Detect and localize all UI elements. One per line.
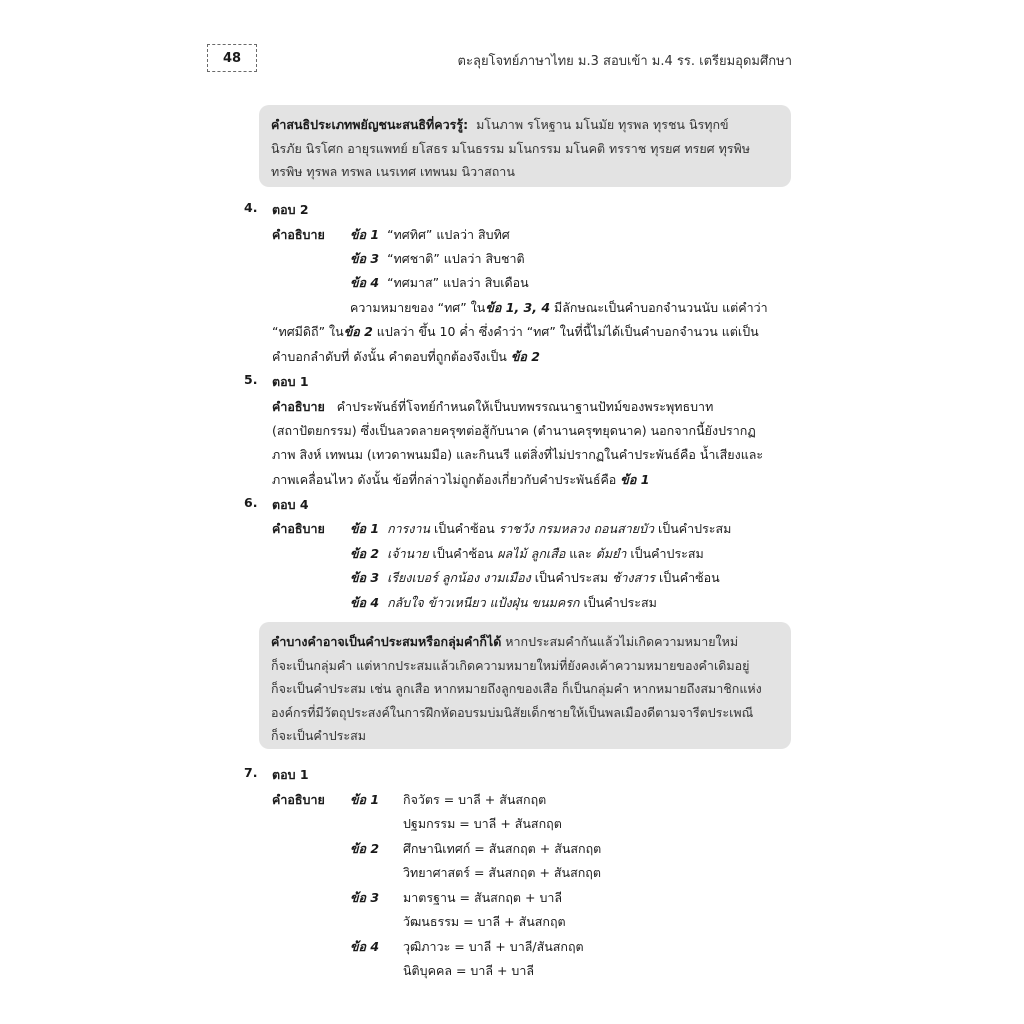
etymology-line: วุฒิภาวะ = บาลี + บาลี/สันสกฤต bbox=[403, 939, 584, 954]
explain-row: ข้อ 3 “ทศชาติ” แปลว่า สิบชาติ bbox=[350, 251, 525, 266]
explain-row: ข้อ 4 “ทศมาส” แปลว่า สิบเดือน bbox=[350, 275, 529, 290]
explain-paragraph-line: ภาพเคลื่อนไหว ดังนั้น ข้อที่กล่าวไม่ถูกต้องเกี่ยวกับคำประพันธ์คือ ข้อ 1 bbox=[272, 472, 650, 487]
note-box-line-3: ก็จะเป็นคำประสม เช่น ลูกเสือ หากหมายถึงลูกของเสือ ก็เป็นกลุ่มคำ หากหมายถึงสมาชิกแห่ง bbox=[271, 681, 762, 696]
note-box-line-5: ก็จะเป็นคำประสม bbox=[271, 728, 366, 743]
explain-row: ข้อ 1 “ทศทิศ” แปลว่า สิบทิศ bbox=[350, 227, 510, 242]
explain-label: คำอธิบาย bbox=[272, 227, 325, 242]
explain-row: ข้อ 2 เจ้านาย เป็นคำซ้อน ผลไม้ ลูกเสือ และ ต้มยำ เป็นคำประสม bbox=[350, 546, 704, 561]
note-box-line-4: องค์กรที่มีวัตถุประสงค์ในการฝึกหัดอบรมบ่มนิสัยเด็กชายให้เป็นพลเมืองดีตามจารีตประเพณี bbox=[271, 704, 754, 720]
etymology-line: วิทยาศาสตร์ = สันสกฤต + สันสกฤต bbox=[403, 865, 601, 880]
etymology-line: นิติบุคคล = บาลี + บาลี bbox=[403, 963, 535, 978]
etymology-line: มาตรฐาน = สันสกฤต + บาลี bbox=[403, 890, 563, 905]
explain-paragraph-line: คำอธิบาย คำประพันธ์ที่โจทย์กำหนดให้เป็นบทพรรณนาฐานปัทม์ของพระพุทธบาท bbox=[272, 399, 714, 414]
question-number: 7. bbox=[244, 765, 258, 780]
note-box-compound bbox=[259, 622, 791, 749]
note-box-line-2: ก็จะเป็นกลุ่มคำ แต่หากประสมแล้วเกิดความหมายใหม่ที่ยังคงเค้าความหมายของคำเดิมอยู่ bbox=[271, 657, 750, 673]
option-label: ข้อ 3 bbox=[350, 890, 380, 905]
explain-paragraph-line: ความหมายของ “ทศ” ในข้อ 1, 3, 4 มีลักษณะเป็นคำบอกจำนวนนับ แต่คำว่า bbox=[350, 300, 768, 315]
explain-paragraph-line: คำบอกลำดับที่ ดังนั้น คำตอบที่ถูกต้องจึงเป็น ข้อ 2 bbox=[272, 349, 540, 364]
note-box-line-2: นิรภัย นิรโศก อายุรแพทย์ ยโสธร มโนธรรม มโนกรรม มโนคติ ทรราช ทุรยศ ทรยศ ทุรพิษ bbox=[271, 140, 751, 156]
explain-paragraph-line: “ทศมีดิถี” ในข้อ 2 แปลว่า ขึ้น 10 ค่ำ ซึ่งคำว่า “ทศ” ในที่นี้ไม่ได้เป็นคำบอกจำนวน แต่เป็น bbox=[272, 324, 759, 339]
note-box-text: หากประสมคำกันแล้วไม่เกิดความหมายใหม่ bbox=[501, 634, 739, 649]
note-box-title: คำสนธิประเภทพยัญชนะสนธิที่ควรรู้: bbox=[271, 117, 469, 132]
note-box-line-1 bbox=[271, 113, 779, 137]
etymology-line: ศึกษานิเทศก์ = สันสกฤต + สันสกฤต bbox=[403, 841, 602, 856]
note-box-line-1 bbox=[271, 630, 779, 654]
explain-paragraph-line: (สถาปัตยกรรม) ซึ่งเป็นลวดลายครุฑต่อสู้กับนาค (ตำนานครุฑยุดนาค) นอกจากนี้ยังปรากฏ bbox=[272, 423, 756, 438]
answer-label: ตอบ 1 bbox=[272, 374, 309, 389]
explain-label: คำอธิบาย bbox=[272, 521, 325, 536]
etymology-line: กิจวัตร = บาลี + สันสกฤต bbox=[403, 792, 547, 807]
etymology-line: ปฐมกรรม = บาลี + สันสกฤต bbox=[403, 816, 562, 831]
explain-paragraph-line: ภาพ สิงห์ เทพนม (เทวดาพนมมือ) และกินนรี แต่สิ่งที่ไม่ปรากฏในคำประพันธ์คือ น้ำเสียงและ bbox=[272, 447, 764, 462]
answer-label: ตอบ 2 bbox=[272, 202, 309, 217]
option-label: ข้อ 4 bbox=[350, 939, 380, 954]
explain-label: คำอธิบาย bbox=[272, 792, 325, 807]
option-label: ข้อ 1 bbox=[350, 792, 380, 807]
answer-label: ตอบ 4 bbox=[272, 497, 309, 512]
note-box-text: มโนภาพ รโหฐาน มโนมัย ทุรพล ทุรชน นิรทุกข์ bbox=[476, 117, 729, 132]
running-head: ตะลุยโจทย์ภาษาไทย ม.3 สอบเข้า ม.4 รร. เตรียมอุดมศึกษา bbox=[457, 54, 792, 69]
note-box-title: คำบางคำอาจเป็นคำประสมหรือกลุ่มคำก็ได้ bbox=[271, 634, 502, 649]
explain-row: ข้อ 3 เรียงเบอร์ ลูกน้อง งามเมือง เป็นคำประสม ช้างสาร เป็นคำซ้อน bbox=[350, 570, 720, 585]
answer-label: ตอบ 1 bbox=[272, 767, 309, 782]
explain-row: ข้อ 4 กลับใจ ข้าวเหนียว แป้งฝุ่น ขนมครก เป็นคำประสม bbox=[350, 595, 657, 610]
etymology-line: วัฒนธรรม = บาลี + สันสกฤต bbox=[403, 914, 566, 929]
page-number: 48 bbox=[207, 44, 257, 72]
question-number: 5. bbox=[244, 372, 258, 387]
explain-row: ข้อ 1 การงาน เป็นคำซ้อน ราชวัง กรมหลวง ถอนสายบัว เป็นคำประสม bbox=[350, 521, 732, 536]
question-number: 4. bbox=[244, 200, 258, 215]
option-label: ข้อ 2 bbox=[350, 841, 380, 856]
note-box-line-3: ทรพิษ ทุรพล ทรพล เนรเทศ เทพนม นิวาสถาน bbox=[271, 164, 515, 179]
question-number: 6. bbox=[244, 495, 258, 510]
note-box-sandhi bbox=[259, 105, 791, 187]
